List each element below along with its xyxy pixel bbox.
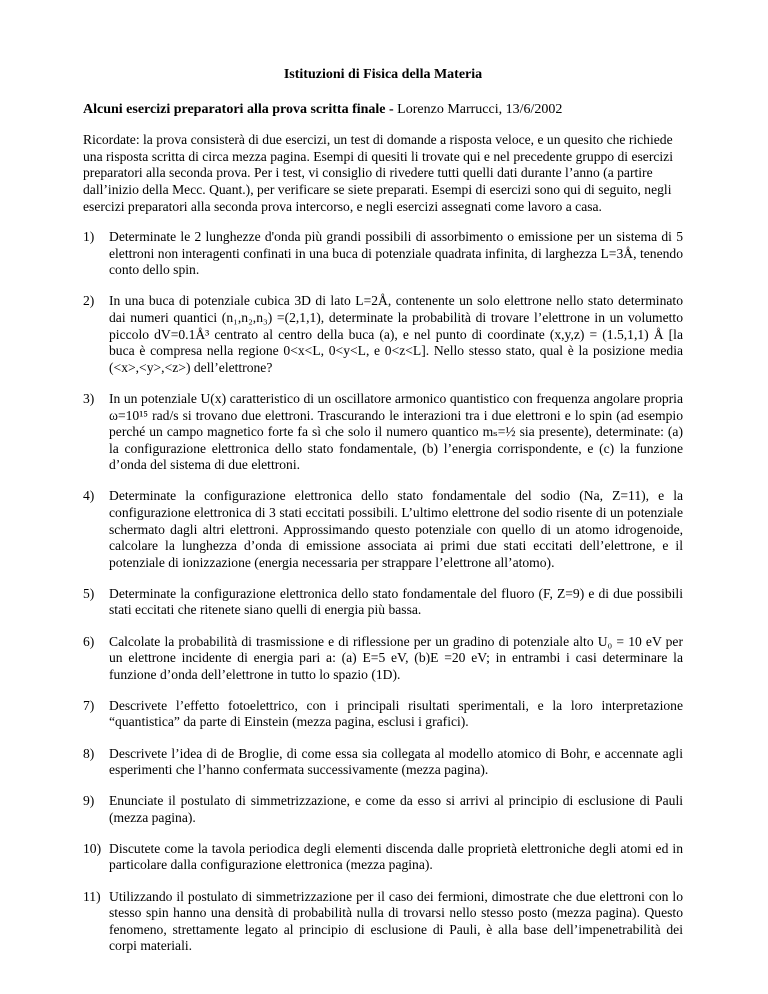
exercise-text: Utilizzando il postulato di simmetrizzazione per il caso dei fermioni, dimostrate che due elettroni con lo stesso spin hanno una densità di probabilità nulla di trovarsi nello stesso posto (mezza pagina). Questo fenomeno, strettamente legato al principio di esclusione di Pauli, è alla base dell’impenetrabilità dei corpi materiali.: [109, 888, 683, 954]
document-subtitle: [83, 102, 683, 119]
exercise-text: Determinate la configurazione elettronica dello stato fondamentale del sodio (Na, Z=11), e la configurazione elettronica di 3 stati eccitati possibili. L’ultimo elettrone del sodio risente di un potenziale schermato dagli altri elettroni. Approssimando questo potenziale con quello di un atomo idrogenoide, calcolare la lunghezza d’onda di emissione associata ai primi due stati eccitati dell’elettrone, e il potenziale di ionizzazione (energia necessaria per strappare l’elettrone all’atomo).: [109, 488, 683, 570]
exercise-item: [83, 793, 683, 826]
exercise-item: [83, 488, 683, 571]
exercise-number: 6): [83, 633, 95, 649]
exercise-text: Descrivete l’effetto fotoelettrico, con i principali risultati sperimentali, e la loro interpretazione “quantistica” da parte di Einstein (mezza pagina, esclusi i grafici).: [109, 697, 683, 730]
exercise-item: [83, 229, 683, 279]
document-title: Istituzioni di Fisica della Materia: [283, 67, 483, 82]
exercise-item: [83, 841, 683, 874]
exercise-item: [83, 634, 683, 684]
exercise-text: Determinate le 2 lunghezze d'onda più grandi possibili di assorbimento o emissione per un sistema di 5 elettroni non interagenti confinati in una buca di potenziale quadrata infinita, di larghezza L=3Å, tenendo conto dello spin.: [109, 229, 683, 278]
exercise-text: Descrivete l’idea di de Broglie, di come essa sia collegata al modello atomico di Bohr, e accennate agli esperimenti che l’hanno confermata successivamente (mezza pagina).: [109, 745, 683, 778]
exercise-text: In un potenziale U(x) caratteristico di un oscillatore armonico quantistico con frequenza angolare propria ω=10¹⁵ rad/s si trovano due elettroni. Trascurando le interazioni tra i due elettroni e lo spin (ad esempio perché un campo magnetico forte fa sì che solo il numero quantico mₛ=½ sia presente), determinate: (a) la configurazione elettronica dello stato fondamentale, (b) l’energia corrispondente, e (c) la funzione d’onda del sistema di due elettroni.: [109, 390, 683, 473]
exercise-number: 3): [83, 390, 95, 406]
exercise-list: [83, 229, 683, 955]
exercise-number: 8): [83, 745, 95, 761]
exercise-item: [83, 698, 683, 731]
exercise-text: Determinate la configurazione elettronica dello stato fondamentale del fluoro (F, Z=9) e di due possibili stati eccitati che ritenete siano quelli di energia più bassa.: [109, 585, 683, 618]
exercise-item: [83, 746, 683, 779]
exercise-number: 4): [83, 488, 95, 504]
exercise-number: 7): [83, 697, 95, 713]
exercise-item: [83, 889, 683, 955]
intro-paragraph: Ricordate: la prova consisterà di due esercizi, un test di domande a risposta veloce, e un quesito che richiede una risposta scritta di circa mezza pagina. Esempi di quesiti li trovate qui e nel precedente gruppo di esercizi preparatori alla seconda prova. Per i test, vi consiglio di rivedere tutti quelli dati durante l’anno (a partire dall’inizio della Mecc. Quant.), per verificare se siete preparati. Esempi di esercizi sono qui di seguito, negli esercizi preparatori alla seconda prova intercorso, e negli esercizi assegnati come lavoro a casa.: [83, 132, 673, 214]
exercise-number: 11): [83, 888, 101, 904]
exercise-number: 1): [83, 229, 95, 245]
subtitle-bold: Alcuni esercizi preparatori alla prova scritta finale -: [83, 101, 394, 117]
exercise-number: 9): [83, 793, 95, 809]
exercise-item: [83, 586, 683, 619]
exercise-text: Discutete come la tavola periodica degli elementi discenda dalle proprietà elettroniche degli atomi ed in particolare dalla configurazione elettronica (mezza pagina).: [109, 840, 683, 873]
exercise-item: [83, 293, 683, 376]
exercise-text: In una buca di potenziale cubica 3D di lato L=2Å, contenente un solo elettrone nello stato determinato dai numeri quantici (n₁,n₂,n₃) =(2,1,1), determinate la probabilità di trovare l’elettrone in un volumetto piccolo dV=0.1Å³ centrato al centro della buca (a), e nel punto di coordinate (x,y,z) = (1.5,1,1) Å [la buca è compresa nella regione 0<x<L, 0<y<L, e 0<z<L]. Nello stesso stato, qual è la posizione media (<x>,<y>,<z>) dell’elettrone?: [109, 293, 683, 375]
exercise-number: 10): [83, 840, 102, 856]
exercise-text: Enunciate il postulato di simmetrizzazione, e come da esso si arrivi al principio di esclusione di Pauli (mezza pagina).: [109, 793, 683, 825]
exercise-text: Calcolate la probabilità di trasmissione e di riflessione per un gradino di potenziale alto U₀ = 10 eV per un elettrone incidente di energia pari a: (a) E=5 eV, (b)E =20 eV; in entrambi i casi determinare la funzione d’onda dell’elettrone in tutto lo spazio (1D).: [109, 633, 683, 682]
subtitle-author-date: Lorenzo Marrucci, 13/6/2002: [393, 101, 563, 117]
exercise-item: [83, 391, 683, 474]
exercise-number: 5): [83, 585, 95, 601]
exercise-number: 2): [83, 293, 95, 309]
